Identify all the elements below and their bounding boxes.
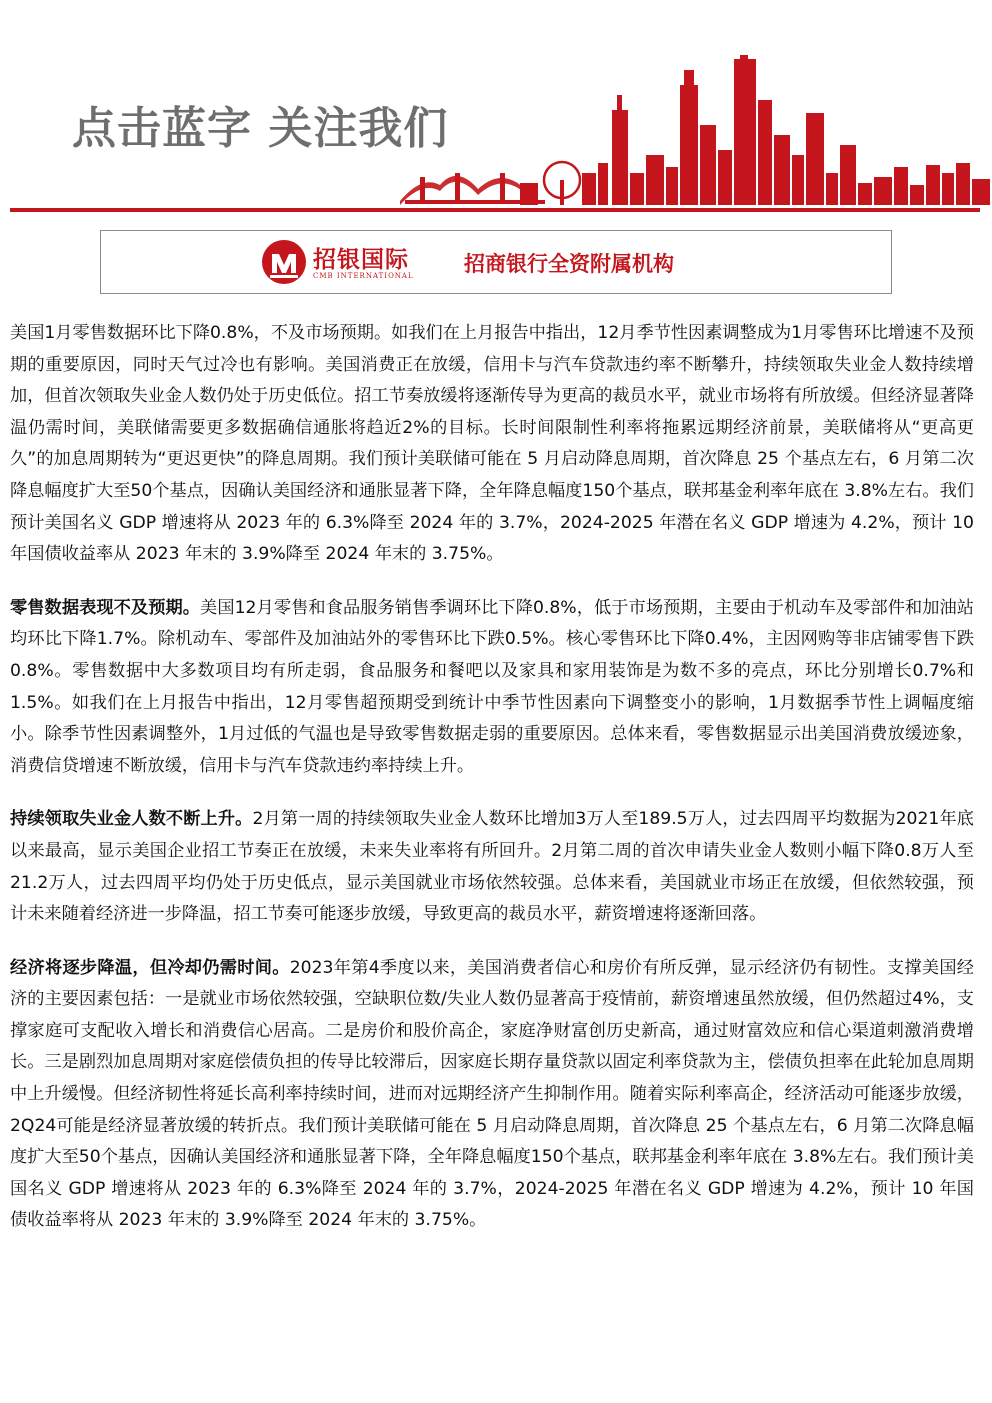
paragraph-lead: 零售数据表现不及预期。 — [10, 597, 201, 618]
paragraph-retail — [10, 593, 974, 783]
paragraph-text: 2月第一周的持续领取失业金人数环比增加3万人至189.5万人，过去四周平均数据为2021年底以来最高，显示美国企业招工节奏正在放缓，未来失业率将有所回升。2月第二周的首次申请失业金人数则小幅下降0.8万人至21.2万人，过去四周平均仍处于历史低点，显示美国就业市场依然较强。总体来看，美国就业市场正在放缓，但依然较强，预计未来随着经济进一步降温，招工节奏可能逐步放缓，导致更高的裁员水平，薪资增速将逐渐回落。 — [10, 809, 974, 925]
paragraph-lead: 经济将逐步降温，但冷却仍需时间。 — [10, 957, 290, 978]
cmb-logo-icon — [261, 239, 307, 285]
paragraph-lead: 持续领取失业金人数不断上升。 — [10, 809, 253, 830]
paragraph-text: 美国1月零售数据环比下降0.8%，不及市场预期。如我们在上月报告中指出，12月季节性因素调整成为1月零售环比增速不及预期的重要原因，同时天气过冷也有影响。美国消费正在放缓，信用卡与汽车贷款违约率不断攀升，持续领取失业金人数持续增加，但首次领取失业金人数仍处于历史低位。招工节奏放缓将逐渐传导为更高的裁员水平，就业市场将有所放缓。但经济显著降温仍需时间，美联储需要更多数据确信通胀将趋近2%的目标。长时间限制性利率将拖累远期经济前景，美联储将从“更高更久”的加息周期转为“更迟更快”的降息周期。我们预计美联储可能在 5 月启动降息周期，首次降息 25 个基点左右，6 月第二次降息幅度扩大至50个基点，因确认美国经济和通胀显著下降，全年降息幅度150个基点，联邦基金利率年底在 3.8%左右。我们预计美国名义 GDP 增速将从 2023 年的 6.3%降至 2024 年的 3.7%，2024-2025 年潜在名义 GDP 增速为 4.2%，预计 10 年国债收益率从 2023 年末的 3.9%降至 2024 年末的 3.75%。 — [10, 323, 974, 565]
paragraph-text: 2023年第4季度以来，美国消费者信心和房价有所反弹，显示经济仍有韧性。支撑美国经济的主要因素包括：一是就业市场依然较强，空缺职位数/失业人数仍显著高于疫情前，薪资增速虽然放缓，但仍然超过4%，支撑家庭可支配收入增长和消费信心居高。二是房价和股价高企，家庭净财富创历史新高，通过财富效应和信心渠道刺激消费增长。三是剧烈加息周期对家庭偿债负担的传导比较滞后，因家庭长期存量贷款以固定利率贷款为主，偿债负担率在此轮加息周期中上升缓慢。但经济韧性将延长高利率持续时间，进而对远期经济产生抑制作用。随着实际利率高企，经济活动可能逐步放缓，2Q24可能是经济显著放缓的转折点。我们预计美联储可能在 5 月启动降息周期，首次降息 25 个基点左右，6 月第二次降息幅度扩大至50个基点，因确认美国经济和通胀显著下降，全年降息幅度150个基点，联邦基金利率年底在 3.8%左右。我们预计美国名义 GDP 增速将从 2023 年的 6.3%降至 2024 年的 3.7%，2024-2025 年潜在名义 GDP 增速为 4.2%，预计 10 年国债收益率将从 2023 年末的 3.9%降至 2024 年末的 3.75%。 — [10, 957, 974, 1231]
follow-us-slogan[interactable]: 点击蓝字 关注我们 — [72, 103, 449, 154]
paragraph-economy-outlook — [10, 953, 974, 1237]
header-divider — [10, 208, 980, 212]
paragraph-text: 美国12月零售和食品服务销售季调环比下降0.8%，低于市场预期，主要由于机动车及零部件和加油站均环比下降1.7%。除机动车、零部件及加油站外的零售环比下跌0.5%。核心零售环比下降0.4%，主因网购等非店铺零售下跌0.8%。零售数据中大多数项目均有所走弱，食品服务和餐吧以及家具和家用装饰是为数不多的亮点，环比分别增长0.7%和1.5%。如我们在上月报告中指出，12月零售超预期受到统计中季节性因素向下调整变小的影响，1月数据季节性上调幅度缩小。除季节性因素调整外，1月过低的气温也是导致零售数据走弱的重要原因。总体来看，零售数据显示出美国消费放缓迹象，消费信贷增速不断放缓，信用卡与汽车贷款违约率持续上升。 — [10, 597, 974, 776]
paragraph-jobless-claims — [10, 804, 974, 930]
logo-chinese-name: 招银国际 — [313, 246, 409, 273]
cmbi-banner[interactable] — [100, 230, 892, 294]
logo-english-name: CMB INTERNATIONAL — [313, 272, 414, 280]
article-body — [10, 318, 974, 1259]
paragraph-summary — [10, 318, 974, 571]
subsidiary-tagline: 招商银行全资附属机构 — [464, 252, 674, 276]
city-skyline-illustration — [400, 55, 992, 215]
page-header — [0, 0, 992, 215]
